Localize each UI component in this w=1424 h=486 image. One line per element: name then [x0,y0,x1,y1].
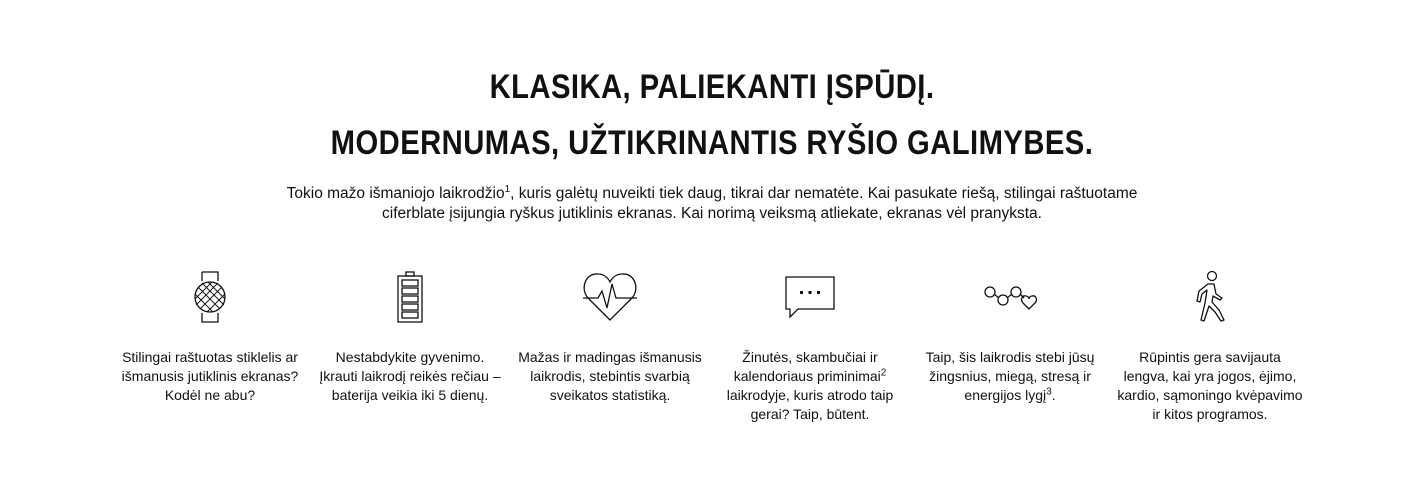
intro-text-part-1: Tokio mažo išmaniojo laikrodžio [286,185,505,202]
feature-activity-tracking [910,266,1110,424]
feature-text [915,348,1105,405]
intro-text-part-2: , kuris galėtų nuveikti tiek daug, tikrai dar nematėte. Kai pasukate riešą, stilingai raštuotame ciferblate įsijungia ryškus jutiklinis ekranas. Kai norimą veiksmą atliekate, ekranas vėl pranyksta. [382,185,1138,222]
intro-paragraph [262,184,1162,224]
features-row [110,266,1310,424]
watch-icon [180,266,240,328]
walking-person-icon [1180,266,1240,328]
feature-text-part: . [1051,387,1056,403]
footnote-ref-2[interactable]: 2 [880,367,887,379]
headline-line-1: KLASIKA, PALIEKANTI ĮSPŪDĮ. [489,68,935,106]
feature-text: Mažas ir madingas išmanusis laikrodis, stebintis svarbią sveikatos statistiką. [518,349,702,403]
activity-tracking-icon [980,266,1040,328]
feature-text-part: laikrodyje, kuris atrodo taip gerai? Taip, būtent. [726,387,894,422]
headline-line-2: MODERNUMAS, UŽTIKRINANTIS RYŠIO GALIMYBES. [330,124,1094,162]
message-icon [780,266,840,328]
feature-battery-life [310,266,510,424]
battery-icon [380,266,440,328]
feature-text-part: Žinutės, skambučiai ir kalendoriaus priminimai [733,349,881,384]
feature-text [715,348,905,424]
feature-text-part: Taip, šis laikrodis stebi jūsų žingsnius, miegą, stresą ir energijos lygį [925,349,1095,403]
feature-wellness-programs [1110,266,1310,424]
heart-rate-icon [580,266,640,328]
footnote-ref-3[interactable]: 3 [1046,386,1052,398]
feature-health-stats [510,266,710,424]
feature-text: Nestabdykite gyvenimo. Įkrauti laikrodį reikės rečiau – baterija veikia iki 5 dienų. [319,349,501,403]
feature-notifications [710,266,910,424]
feature-text: Rūpintis gera savijauta lengva, kai yra jogos, ėjimo, kardio, sąmoningo kvėpavimo ir kitos programos. [1117,349,1303,422]
feature-pattern-display [110,266,310,424]
feature-text: Stilingai raštuotas stiklelis ar išmanusis jutiklinis ekranas? Kodėl ne abu? [121,349,299,403]
footnote-ref-1[interactable]: 1 [504,183,511,195]
